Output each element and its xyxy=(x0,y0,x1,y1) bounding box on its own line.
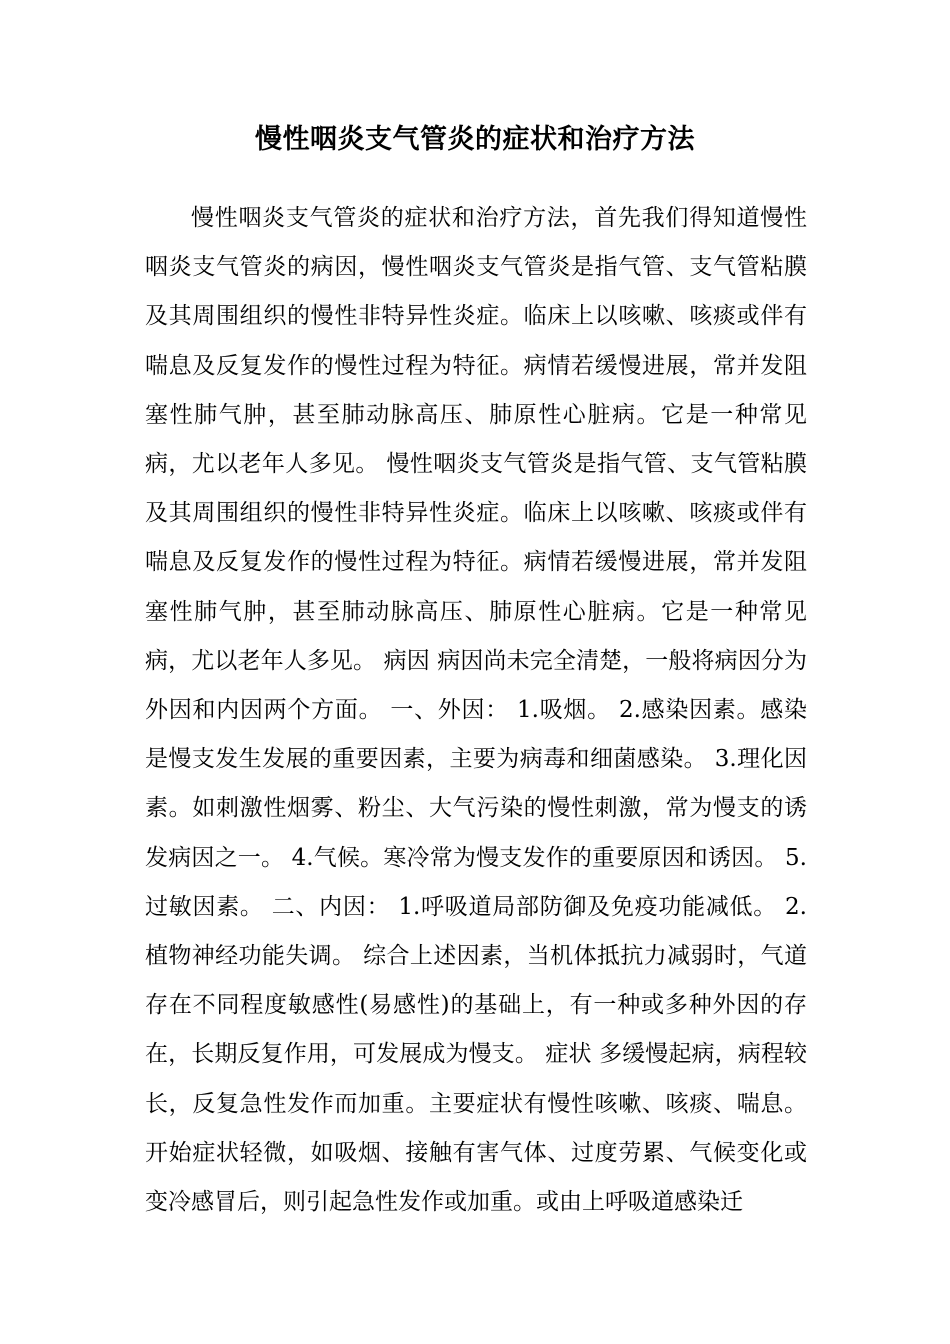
document-body-paragraph: 慢性咽炎支气管炎的症状和治疗方法，首先我们得知道慢性咽炎支气管炎的病因，慢性咽炎支气管炎是指气管、支气管粘膜及其周围组织的慢性非特异性炎症。临床上以咳嗽、咳痰或伴有喘息及反复发作的慢性过程为特征。病情若缓慢进展，常并发阻塞性肺气肿，甚至肺动脉高压、肺原性心脏病。它是一种常见病，尤以老年人多见。 慢性咽炎支气管炎是指气管、支气管粘膜及其周围组织的慢性非特异性炎症。临床上以咳嗽、咳痰或伴有喘息及反复发作的慢性过程为特征。病情若缓慢进展，常并发阻塞性肺气肿，甚至肺动脉高压、肺原性心脏病。它是一种常见病，尤以老年人多见。 病因 病因尚未完全清楚，一般将病因分为外因和内因两个方面。 一、外因： 1.吸烟。 2.感染因素。感染是慢支发生发展的重要因素，主要为病毒和细菌感染。 3.理化因素。如刺激性烟雾、粉尘、大气污染的慢性刺激，常为慢支的诱发病因之一。 4.气候。寒冷常为慢支发作的重要原因和诱因。 5.过敏因素。 二、内因： 1.呼吸道局部防御及免疫功能减低。 2.植物神经功能失调。 综合上述因素，当机体抵抗力减弱时，气道存在不同程度敏感性(易感性)的基础上，有一种或多种外因的存在，长期反复作用，可发展成为慢支。 症状 多缓慢起病，病程较长，反复急性发作而加重。主要症状有慢性咳嗽、咳痰、喘息。开始症状轻微，如吸烟、接触有害气体、过度劳累、气候变化或变冷感冒后，则引起急性发作或加重。或由上呼吸道感染迁 xyxy=(145,205,807,1216)
document-title: 慢性咽炎支气管炎的症状和治疗方法 xyxy=(255,124,695,155)
